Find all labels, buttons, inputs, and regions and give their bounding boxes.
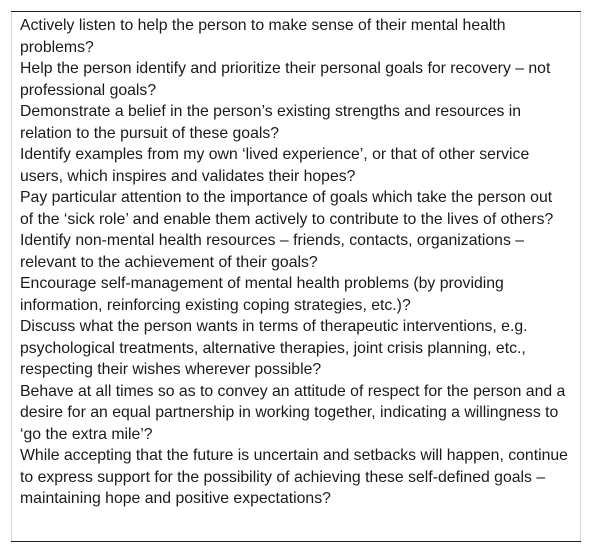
checklist-rows <box>20 15 568 510</box>
checklist-item: Demonstrate a belief in the person’s existing strengths and resources in relation to the pursuit of these goals? <box>20 103 522 142</box>
checklist-item: Identify examples from my own ‘lived experience’, or that of other service users, which inspires and validates their hopes? <box>20 146 530 185</box>
checklist-item: Discuss what the person wants in terms of therapeutic interventions, e.g. psychological treatments, alternative therapies, joint crisis planning, etc., respecting their wishes wherever possible? <box>20 318 528 378</box>
table-right-border <box>580 12 581 541</box>
checklist-table <box>11 11 581 542</box>
checklist-item: Encourage self-management of mental health problems (by providing information, reinforcing existing coping strategies, etc.)? <box>20 275 504 314</box>
checklist-item: Behave at all times so as to convey an attitude of respect for the person and a desire for an equal partnership in working together, indicating a willingness to ‘go the extra mile’? <box>20 382 566 443</box>
checklist-item: Identify non-mental health resources – friends, contacts, organizations – relevant to the achievement of their goals? <box>20 232 525 271</box>
table-left-border <box>11 12 12 541</box>
checklist-item: Pay particular attention to the importance of goals which take the person out of the ‘sick role’ and enable them actively to contribute to the lives of others? <box>20 189 554 228</box>
checklist-item: While accepting that the future is uncertain and setbacks will happen, continue to express support for the possibility of achieving these self-defined goals – maintaining hope and positive expectations? <box>20 447 568 507</box>
checklist-item: Help the person identify and prioritize their personal goals for recovery – not professional goals? <box>20 60 551 99</box>
checklist-item: Actively listen to help the person to make sense of their mental health problems? <box>20 17 506 56</box>
